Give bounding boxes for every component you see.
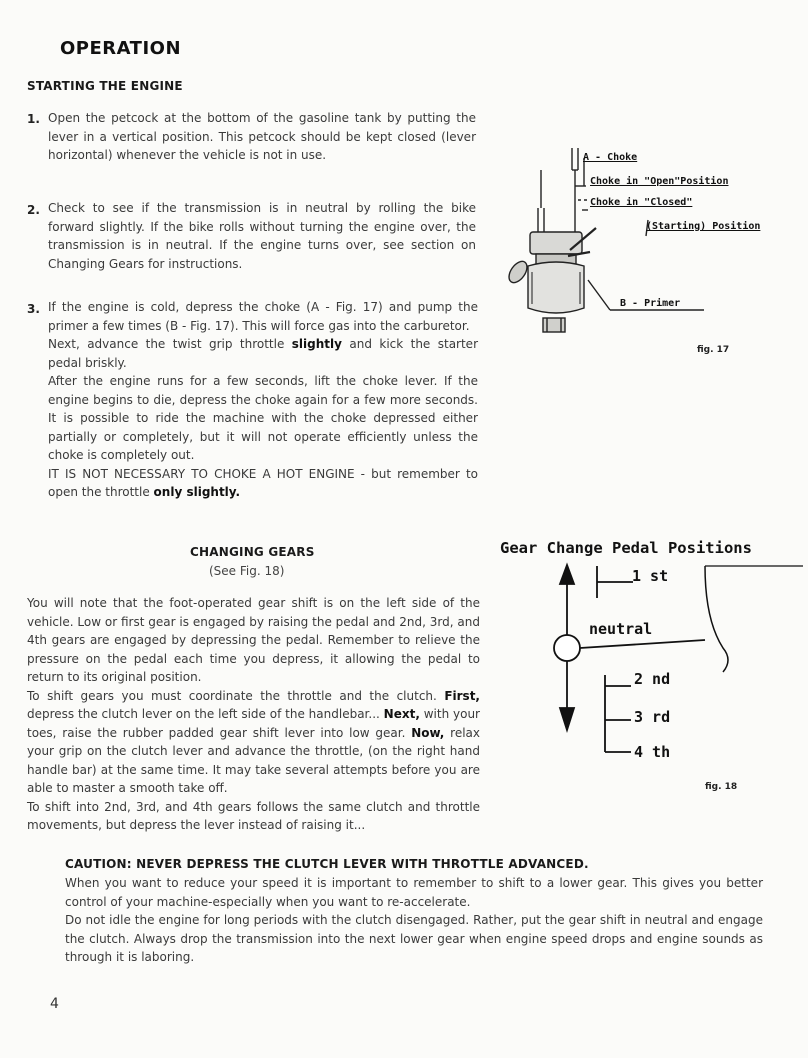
gear-diagram [545,560,805,770]
changing-gears-para-3: To shift into 2nd, 3rd, and 4th gears follows the same clutch and throttle movements, but depress the lever instead of raising it... [27,799,480,832]
step-3-body [48,298,478,502]
fig18-title: Gear Change Pedal Positions [500,539,752,557]
gear-label-4th: 4 th [634,743,671,761]
fig17-caption: fig. 17 [697,345,730,355]
step-3-para-3: After the engine runs for a few seconds, lift the choke lever. If the engine begins to die, depress the choke again for a few more seconds. It is possible to ride the machine with the choke depressed either partially or completely, but it will not operate efficiently unless the choke is completely out. [48,374,478,462]
changing-gears-para-1: You will note that the foot-operated gear shift is on the left side of the vehicle. Low or first gear is engaged by raising the pedal and 2nd, 3rd, and 4th gears are engaged by depressing the pedal. Remember to relieve the pressure on the pedal each time you depress, it allowing the pedal to return to its original position. [27,596,480,684]
fig17-label-open: Choke in "Open"Position [590,176,729,187]
caution-heading: CAUTION: NEVER DEPRESS THE CLUTCH LEVER WITH THROTTLE ADVANCED. [65,857,589,871]
gear-label-2nd: 2 nd [634,670,671,688]
fig17-label-starting: (Starting) Position [646,221,761,232]
page-title: OPERATION [60,38,182,59]
fig18-caption: fig. 18 [705,782,738,792]
step-3-para-2: Next, advance the twist grip throttle slightly and kick the starter pedal briskly. [48,337,479,370]
gear-label-neutral: neutral [589,620,653,638]
step-1-text: Open the petcock at the bottom of the gasoline tank by putting the lever in a vertical position. This petcock should be kept closed (lever horizontal) whenever the vehicle is not in use. [48,111,476,162]
section-subheading: (See Fig. 18) [209,564,285,578]
step-3-para-1: If the engine is cold, depress the choke (A - Fig. 17) and pump the primer a few times (B - Fig. 17). This will force gas into the carburetor. [48,300,478,333]
changing-gears-para-2: To shift gears you must coordinate the throttle and the clutch. First, depress the clutch lever on the left side of the handlebar... Next, with your toes, raise the rubber padded gear shift lever into low gear. Now, relax your grip on the clutch lever and advance the throttle, (on the right hand handle bar) at the same time. It may take several attempts before you are able to master a smooth take off. [27,688,481,795]
gear-label-3rd: 3 rd [634,708,671,726]
step-number-3: 3. [27,302,40,316]
step-2-text: Check to see if the transmission is in neutral by rolling the bike forward slightly. If the bike rolls without turning the engine over, the transmission is in neutral. If the engine turns over, see section on Changing Gears for instructions. [48,201,476,271]
section-heading-starting: STARTING THE ENGINE [27,79,183,93]
fig17-label-choke: A - Choke [583,152,638,163]
step-number-2: 2. [27,203,40,217]
section-heading-changing-gears: CHANGING GEARS [190,545,315,559]
fig17-label-closed: Choke in "Closed" [590,197,693,208]
caution-para-2: Do not idle the engine for long periods with the clutch disengaged. Rather, put the gear shift in neutral and engage the clutch. Always drop the transmission into the next lower gear when engine speed drops and engine sounds as through it is laboring. [65,913,763,964]
caution-para-1: When you want to reduce your speed it is important to remember to shift to a lower gear. This gives you better control of your machine-especially when you want to re-accelerate. [65,876,763,909]
fig17-label-primer: B - Primer [620,298,681,309]
caution-body [65,874,763,967]
step-3-para-4: IT IS NOT NECESSARY TO CHOKE A HOT ENGINE - but remember to open the throttle only slightly. [48,466,478,499]
gear-label-1st: 1 st [632,567,669,585]
step-number-1: 1. [27,112,40,126]
changing-gears-body [27,594,480,835]
page-number: 4 [50,996,59,1012]
carburetor-illustration [498,140,798,340]
